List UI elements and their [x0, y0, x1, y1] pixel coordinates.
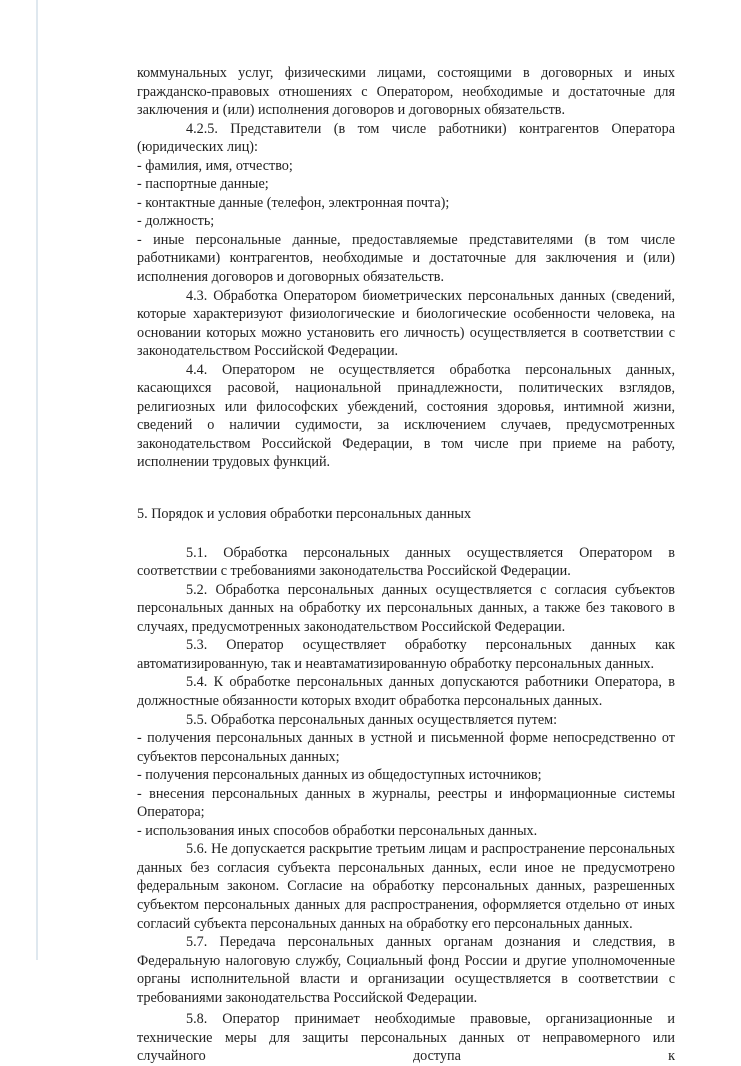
list-item: - иные персональные данные, предоставляемые представителями (в том числе работниками) контрагентов, необходимые и достаточные для заключения и (или) исполнения договоров и договорных обязательств. — [137, 231, 675, 286]
document-page — [137, 64, 675, 1066]
paragraph-4-3: 4.3. Обработка Оператором биометрических персональных данных (сведений, которые характеризуют физиологические и биологические особенности человека, на основании которых можно установить его личность) осуществляется в соответствии с законодательством Российской Федерации. — [137, 287, 675, 360]
list-item: - использования иных способов обработки персональных данных. — [137, 822, 538, 839]
list-item: - фамилия, имя, отчество; — [137, 157, 293, 174]
paragraph-5-3: 5.3. Оператор осуществляет обработку персональных данных как автоматизированную, так и неавтаматизированную обработку персональных данных. — [137, 637, 675, 672]
list-item: - должность; — [137, 213, 215, 230]
paragraph-5-1: 5.1. Обработка персональных данных осуществляется Оператором в соответствии с требованиями законодательства Российской Федерации. — [137, 544, 675, 580]
list-item: - получения персональных данных в устной и письменной форме непосредственно от субъектов персональных данных; — [137, 730, 675, 765]
paragraph-5-7: 5.7. Передача персональных данных органам дознания и следствия, в Федеральную налоговую службу, Социальный фонд России и другие уполномоченные органы исполнительной власти и организации осуществляется в соответствии с требованиями законодательства Российской Федерации. — [137, 934, 675, 1006]
paragraph-4-4: 4.4. Оператором не осуществляется обработка персональных данных, касающихся расовой, национальной принадлежности, политических взглядов, религиозных или философских убеждений, состояния здоровья, интимной жизни, сведений о наличии судимости, за исключением случаев, предусмотренных законодательством Российской Федерации, в том числе при приеме на работу, исполнении трудовых функций. — [137, 361, 675, 471]
paragraph-continuation: коммунальных услуг, физическими лицами, состоящими в договорных и иных гражданско-правовых отношениях с Оператором, необходимые и достаточные для заключения и (или) исполнения договоров и договорных обязательств. — [137, 65, 675, 119]
paragraph-5-5-intro: 5.5. Обработка персональных данных осуществляется путем: — [186, 711, 558, 728]
list-item: - паспортные данные; — [137, 176, 269, 193]
list-item: - контактные данные (телефон, электронная почта); — [137, 194, 450, 211]
scan-edge-line — [36, 0, 38, 960]
paragraph-4-2-5-intro: 4.2.5. Представители (в том числе работники) контрагентов Оператора (юридических лиц): — [137, 120, 675, 156]
paragraph-5-8: 5.8. Оператор принимает необходимые правовые, организационные и технические меры для защиты персональных данных от неправомерного или случайного доступа к — [137, 1011, 675, 1065]
paragraph-5-6: 5.6. Не допускается раскрытие третьим лицам и распространение персональных данных без согласия субъекта персональных данных, если иное не предусмотрено федеральным законом. Согласие на обработку персональных данных, разрешенных субъектом персональных данных для распространения, оформляется отдельно от иных согласий субъекта персональных данных на обработку его персональных данных. — [137, 841, 675, 932]
list-item: - получения персональных данных из общедоступных источников; — [137, 767, 542, 784]
list-item: - внесения персональных данных в журналы, реестры и информационные системы Оператора; — [137, 785, 675, 821]
paragraph-5-2: 5.2. Обработка персональных данных осуществляется с согласия субъектов персональных данных на обработку их персональных данных, а также без такового в случаях, предусмотренных законодательством Российской Федерации. — [137, 581, 675, 635]
paragraph-5-4: 5.4. К обработке персональных данных допускаются работники Оператора, в должностные обязанности которых входит обработка персональных данных. — [137, 674, 675, 709]
section-heading: 5. Порядок и условия обработки персональных данных — [137, 506, 472, 523]
